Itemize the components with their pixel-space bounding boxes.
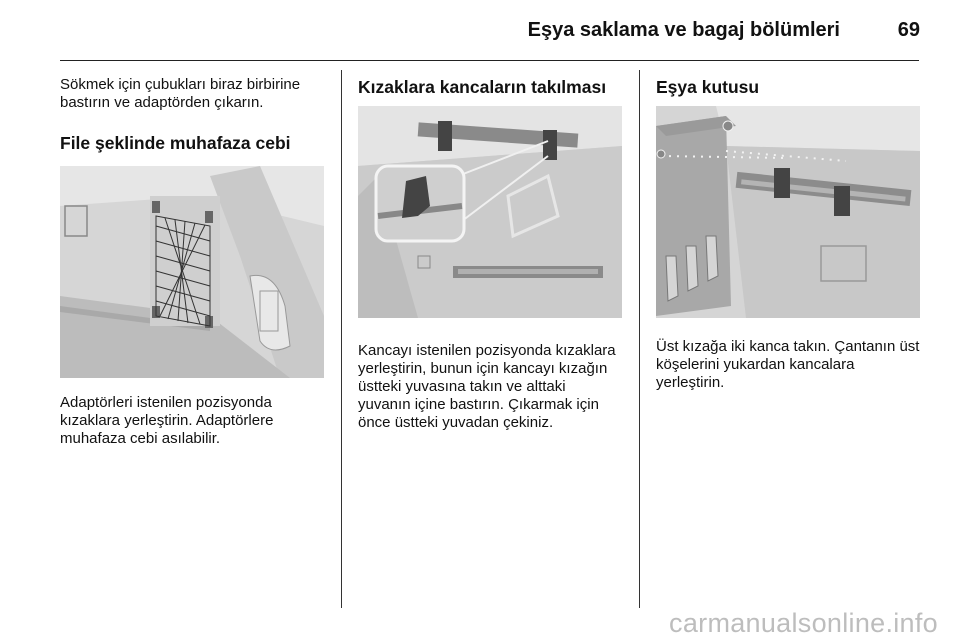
rail-hook-illustration-icon [358, 106, 622, 318]
caption-net-pocket: Adaptörleri istenilen pozisyonda kızaklara yerleştirin. Adaptörlere muhafaza cebi asılabilir. [60, 394, 274, 447]
column-storage-box [656, 76, 920, 392]
caption-storage-box: Üst kızağa iki kanca takın. Çantanın üst köşelerini yukardan kancalara yerleştirin. [656, 338, 920, 391]
header-rule [60, 60, 919, 61]
section-title-rail-hooks: Kızaklara kancaların takılması [358, 77, 607, 97]
section-title-storage-box: Eşya kutusu [656, 77, 760, 97]
caption-rail-hooks: Kancayı istenilen pozisyonda kızaklara yerleştirin, bunun için kancayı kızağın üstteki yuvasına takın ve alttaki yuvanın içine bastırın. Çıkarmak için önce üstteki yuvadan çekiniz. [358, 342, 616, 431]
watermark: carmanualsonline.info [669, 608, 938, 638]
storage-box-illustration-icon [656, 106, 920, 318]
section-title-net-pocket: File şeklinde muhafaza cebi [60, 133, 291, 153]
column-divider-right [639, 70, 640, 608]
page-number: 69 [897, 19, 920, 41]
column-net-pocket [60, 76, 324, 448]
intro-text: Sökmek için çubukları biraz birbirine bastırın ve adaptörden çıkarın. [60, 76, 301, 111]
header-title: Eşya saklama ve bagaj bölümleri [527, 19, 840, 41]
net-pocket-illustration-icon [60, 166, 324, 378]
column-rail-hooks [358, 76, 622, 432]
column-divider-left [341, 70, 342, 608]
